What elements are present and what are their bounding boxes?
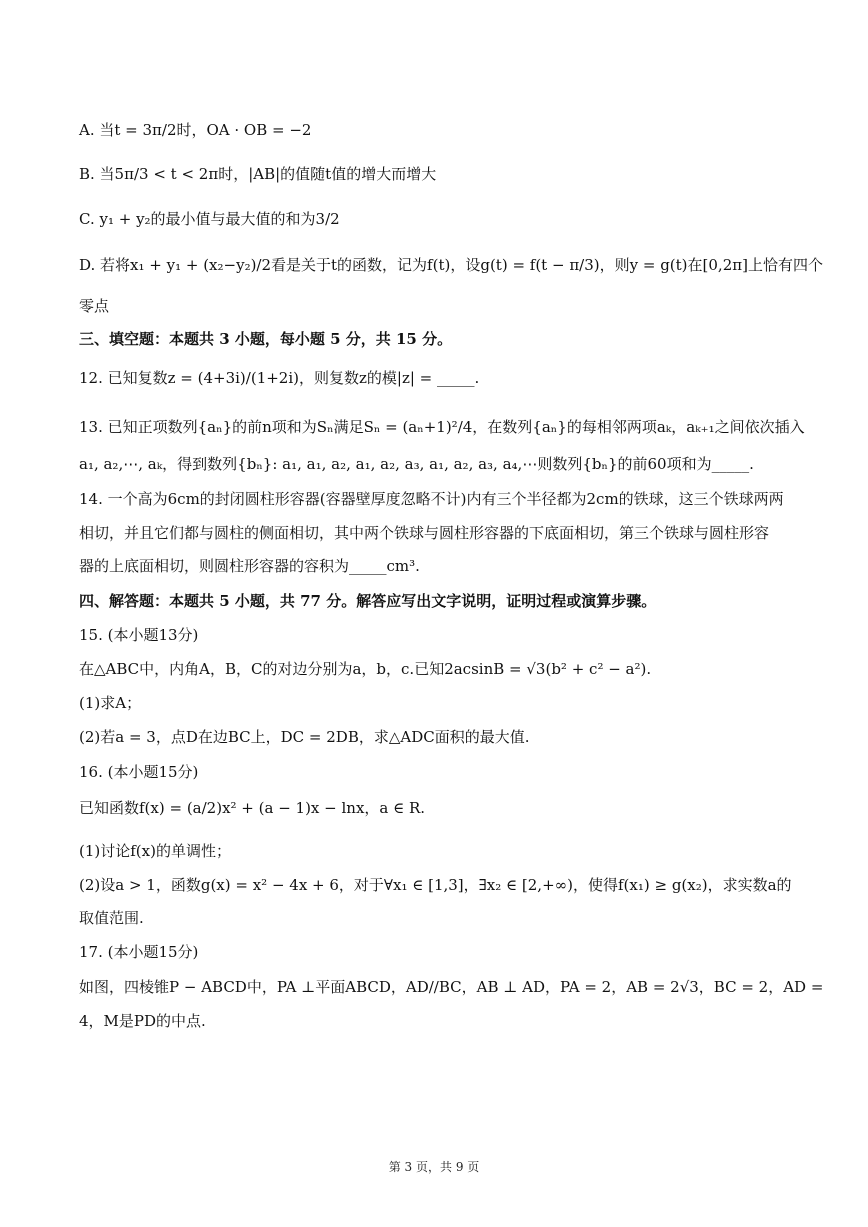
option-d: D. 若将x₁ + y₁ + (x₂−y₂)/2看是关于t的函数，记为f(t)，设g(t) = f(t − π/3)，则y = g(t)在[0,2π]上恰有四个 [79,256,823,274]
question-14-line-3: 器的上底面相切，则圆柱形容器的容积为_____cm³. [79,557,420,575]
question-14-line-1: 14. 一个高为6cm的封闭圆柱形容器(容器壁厚度忽略不计)内有三个半径都为2cm的铁球，这三个铁球两两 [79,490,784,508]
question-13-line-1: 13. 已知正项数列{aₙ}的前n项和为Sₙ满足Sₙ = (aₙ+1)²/4，在数列{aₙ}的每相邻两项aₖ，aₖ₊₁之间依次插入 [79,418,805,436]
question-15-stem: 在△ABC中，内角A，B，C的对边分别为a，b，c.已知2acsinB = √3(b² + c² − a²). [79,660,652,678]
section-heading-answers: 四、解答题：本题共 5 小题，共 77 分。解答应写出文字说明，证明过程或演算步骤。 [79,592,657,610]
question-16-part-2: (2)设a > 1，函数g(x) = x² − 4x + 6，对于∀x₁ ∈ [1,3]，∃x₂ ∈ [2,+∞)，使得f(x₁) ≥ g(x₂)，求实数a的 [79,876,792,894]
question-15-part-1: (1)求A； [79,694,142,712]
option-c: C. y₁ + y₂的最小值与最大值的和为3/2 [79,210,340,228]
section-heading-fill-in: 三、填空题：本题共 3 小题，每小题 5 分，共 15 分。 [79,330,453,348]
question-16-part-2-continued: 取值范围. [79,909,144,927]
question-17-title: 17. (本小题15分) [79,943,199,961]
page-footer: 第 3 页，共 9 页 [388,1160,480,1174]
question-13-line-2: a₁, a₂,⋯, aₖ，得到数列{bₙ}: a₁, a₁, a₂, a₁, a₂, a₃, a₁, a₂, a₃, a₄,⋯则数列{bₙ}的前60项和为_____. [79,455,754,473]
question-16-part-1: (1)讨论f(x)的单调性； [79,842,231,860]
question-15-title: 15. (本小题13分) [79,626,199,644]
question-14-line-2: 相切，并且它们都与圆柱的侧面相切，其中两个铁球与圆柱形容器的下底面相切，第三个铁球与圆柱形容 [79,524,770,542]
question-16-title: 16. (本小题15分) [79,763,199,781]
option-b: B. 当5π/3 < t < 2π时，|AB|的值随t值的增大而增大 [79,165,437,183]
question-12: 12. 已知复数z = (4+3i)/(1+2i)，则复数z的模|z| = _____. [79,369,480,387]
question-16-stem: 已知函数f(x) = (a/2)x² + (a − 1)x − lnx，a ∈ R. [79,799,426,817]
option-d-continued: 零点 [79,297,110,315]
question-15-part-2: (2)若a = 3，点D在边BC上，DC = 2DB，求△ADC面积的最大值. [79,728,530,746]
option-a: A. 当t = 3π/2时，OA · OB = −2 [79,121,312,139]
question-17-stem-line-2: 4，M是PD的中点. [79,1012,206,1030]
question-17-stem-line-1: 如图，四棱锥P − ABCD中，PA ⊥平面ABCD，AD//BC，AB ⊥ AD，PA = 2，AB = 2√3，BC = 2，AD = [79,978,824,996]
